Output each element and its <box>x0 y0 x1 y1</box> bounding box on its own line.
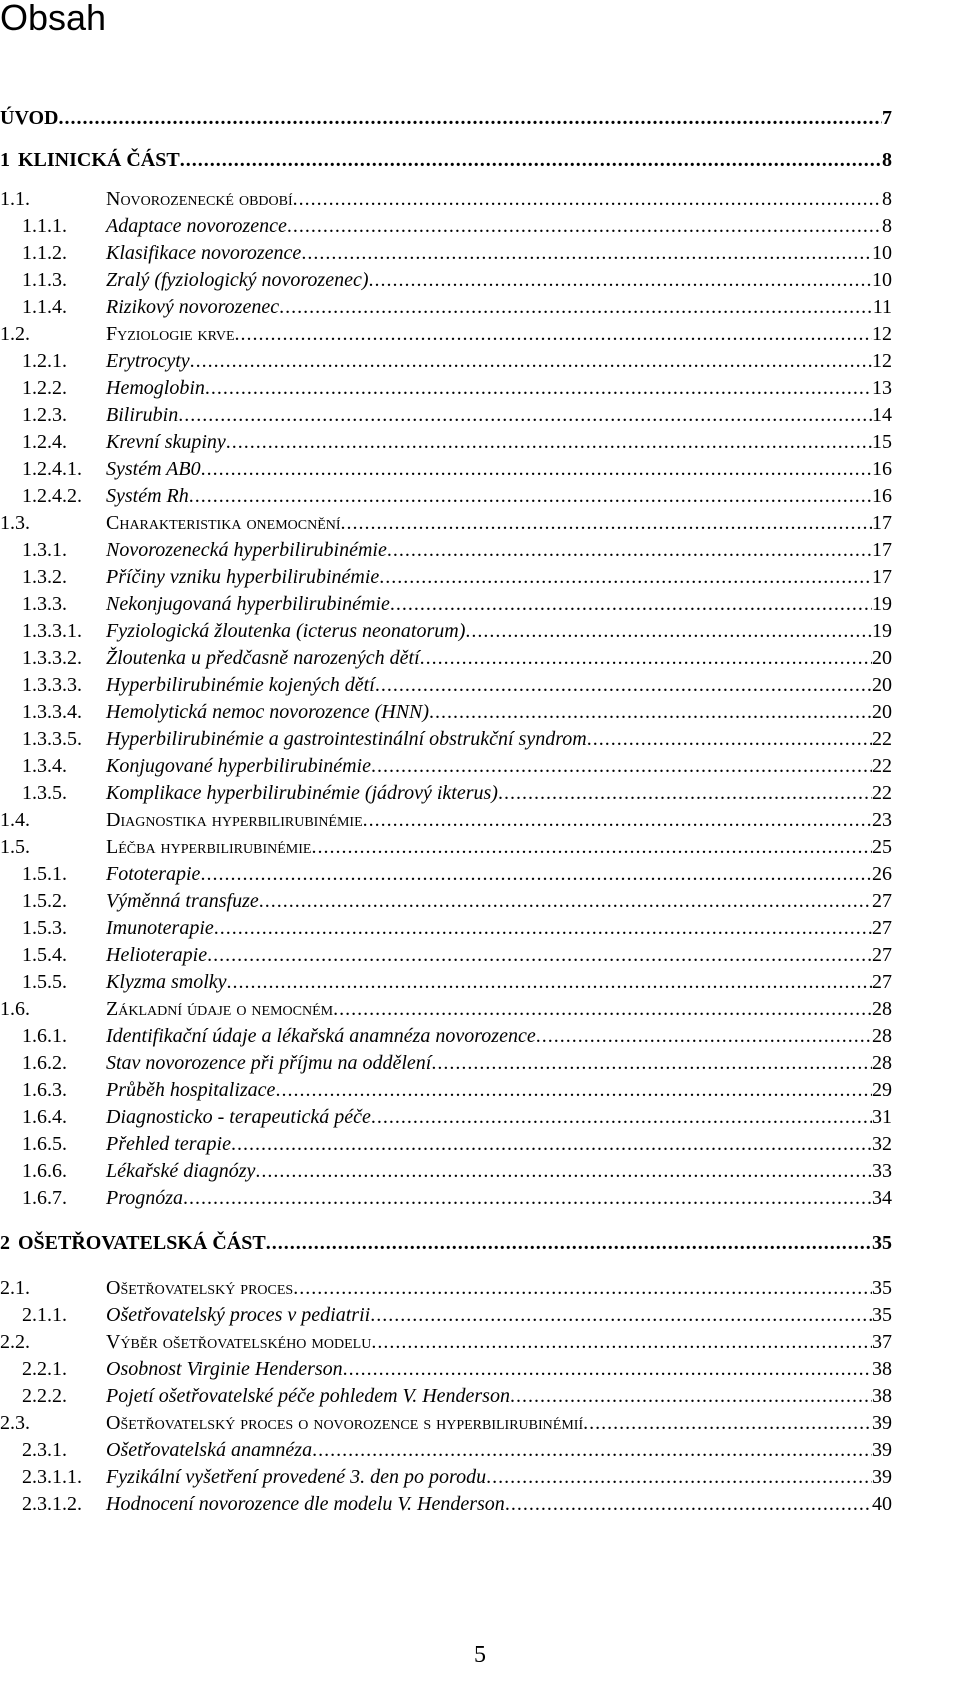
toc-entry-page: 40 <box>872 1493 892 1515</box>
toc-entry-number: 1.2.2. <box>22 377 67 399</box>
toc-entry-number: 2.2.1. <box>22 1358 67 1380</box>
toc-dot-leader <box>536 1023 872 1049</box>
toc-entry-number: 1.3.2. <box>22 566 67 588</box>
toc-entry-page: 11 <box>872 296 892 318</box>
toc-dot-leader <box>363 807 872 833</box>
toc-entry-number: 2.2. <box>0 1331 30 1353</box>
toc-entry-title: Výměnná transfuze <box>106 890 259 912</box>
toc-entry-number: 1.3.3.1. <box>22 620 82 642</box>
toc-entry[interactable] <box>0 807 892 833</box>
toc-entry[interactable] <box>22 456 892 482</box>
page-number: 5 <box>474 1642 486 1668</box>
toc-entry-page: 25 <box>872 836 892 858</box>
toc-entry-number: 1.2.3. <box>22 404 67 426</box>
toc-entry-title: Fototerapie <box>106 863 201 885</box>
toc-entry-title: Ošetřovatelský proces v pediatrii <box>106 1304 371 1326</box>
toc-entry-page: 23 <box>872 809 892 831</box>
toc-dot-leader <box>390 591 872 617</box>
toc-entry-page: 20 <box>872 701 892 723</box>
toc-entry-page: 27 <box>872 890 892 912</box>
toc-dot-leader <box>183 1185 872 1211</box>
toc-dot-leader <box>293 1275 872 1301</box>
toc-entry[interactable] <box>22 942 892 968</box>
toc-entry[interactable] <box>22 1356 892 1382</box>
toc-entry-number: 2 <box>0 1232 10 1254</box>
toc-entry-title: Prognóza <box>106 1187 184 1209</box>
toc-entry[interactable] <box>22 1023 892 1049</box>
toc-entry[interactable] <box>22 1464 892 1490</box>
toc-entry-page: 19 <box>872 620 892 642</box>
toc-dot-leader <box>287 213 882 239</box>
toc-entry[interactable] <box>22 1131 892 1157</box>
toc-dot-leader <box>227 969 872 995</box>
toc-dot-leader <box>275 1077 872 1103</box>
toc-entry-number: 1.2.4.2. <box>22 485 82 507</box>
toc-entry-title: OŠETŘOVATELSKÁ ČÁST <box>18 1232 266 1254</box>
toc-entry[interactable] <box>22 267 892 293</box>
toc-dot-leader <box>486 1464 872 1490</box>
toc-entry-title: Přehled terapie <box>106 1133 231 1155</box>
toc-entry[interactable] <box>22 1104 892 1130</box>
toc-entry-title: Osobnost Virginie Henderson <box>106 1358 343 1380</box>
toc-dot-leader <box>505 1491 872 1517</box>
toc-entry-number: 1.1.4. <box>22 296 67 318</box>
toc-dot-leader <box>587 726 872 752</box>
toc-entry[interactable] <box>22 240 892 266</box>
toc-entry-title: Klyzma smolky <box>106 971 227 993</box>
toc-dot-leader <box>279 294 873 320</box>
toc-dot-leader <box>379 564 872 590</box>
toc-entry-page: 35 <box>872 1232 892 1254</box>
page-title: Obsah <box>0 0 107 38</box>
toc-entry-title: Ošetřovatelská anamnéza <box>106 1439 313 1461</box>
toc-entry-title: Novorozenecká hyperbilirubinémie <box>106 539 387 561</box>
toc-entry-title: Fyzikální vyšetření provedené 3. den po porodu <box>106 1466 487 1488</box>
toc-dot-leader <box>333 996 872 1022</box>
toc-entry-page: 22 <box>872 782 892 804</box>
toc-dot-leader <box>371 1329 872 1355</box>
toc-entry-number: 2.3.1.2. <box>22 1493 82 1515</box>
toc-dot-leader <box>465 618 872 644</box>
toc-entry-page: 8 <box>882 188 892 210</box>
toc-entry-title: Komplikace hyperbilirubinémie (jádrový ikterus) <box>106 782 498 804</box>
toc-entry-title: Diagnostika hyperbilirubinémie <box>106 809 363 831</box>
toc-dot-leader <box>293 186 882 212</box>
toc-entry-title: KLINICKÁ ČÁST <box>18 149 180 171</box>
toc-dot-leader <box>341 510 872 536</box>
toc-entry-page: 12 <box>872 323 892 345</box>
toc-entry-page: 35 <box>872 1277 892 1299</box>
toc-entry-number: 1.6.6. <box>22 1160 67 1182</box>
toc-entry-title: Hemolytická nemoc novorozence (HNN) <box>106 701 430 723</box>
toc-entry[interactable] <box>22 888 892 914</box>
toc-entry-title: Systém AB0 <box>106 458 201 480</box>
toc-entry-page: 27 <box>872 917 892 939</box>
toc-entry-number: 1.6.2. <box>22 1052 67 1074</box>
toc-dot-leader <box>180 147 882 173</box>
toc-entry-title: Ošetřovatelský proces <box>106 1277 294 1299</box>
toc-entry-page: 28 <box>872 998 892 1020</box>
toc-entry-number: 1.2.4.1. <box>22 458 82 480</box>
toc-entry[interactable] <box>0 1275 892 1301</box>
toc-dot-leader <box>259 888 872 914</box>
toc-dot-leader <box>370 1302 872 1328</box>
toc-entry[interactable] <box>0 105 892 131</box>
toc-entry-number: 1.6.3. <box>22 1079 67 1101</box>
toc-entry-page: 16 <box>872 485 892 507</box>
toc-entry[interactable] <box>22 753 892 779</box>
toc-dot-leader <box>59 105 883 131</box>
toc-entry-page: 10 <box>872 269 892 291</box>
toc-entry-page: 17 <box>872 512 892 534</box>
toc-dot-leader <box>369 267 872 293</box>
toc-entry-page: 29 <box>872 1079 892 1101</box>
toc-entry[interactable] <box>22 483 892 509</box>
toc-entry[interactable] <box>22 861 892 887</box>
toc-entry-number: 1.6.4. <box>22 1106 67 1128</box>
toc-entry-page: 7 <box>882 107 892 129</box>
toc-entry[interactable] <box>22 591 892 617</box>
toc-dot-leader <box>235 321 872 347</box>
toc-entry-page: 22 <box>872 755 892 777</box>
toc-entry-page: 17 <box>872 539 892 561</box>
toc-entry[interactable] <box>22 1383 892 1409</box>
toc-entry-title: Charakteristika onemocnění <box>106 512 341 534</box>
toc-entry-number: 1.2. <box>0 323 30 345</box>
toc-entry-page: 22 <box>872 728 892 750</box>
toc-entry[interactable] <box>22 1302 892 1328</box>
toc-dot-leader <box>431 1050 872 1076</box>
toc-entry-title: Výběr ošetřovatelského modelu <box>106 1331 372 1353</box>
toc-entry[interactable] <box>22 348 892 374</box>
toc-entry-page: 28 <box>872 1025 892 1047</box>
toc-dot-leader <box>343 1356 872 1382</box>
toc-entry-number: 1.4. <box>0 809 30 831</box>
toc-entry-page: 34 <box>872 1187 892 1209</box>
toc-entry-title: Hodnocení novorozence dle modelu V. Henderson <box>106 1493 505 1515</box>
toc-entry[interactable] <box>22 1185 892 1211</box>
toc-entry-number: 1.3.3.3. <box>22 674 82 696</box>
toc-entry-number: 2.3.1.1. <box>22 1466 82 1488</box>
toc-entry-title: Hemoglobin <box>106 377 205 399</box>
toc-entry-title: Průběh hospitalizace <box>106 1079 276 1101</box>
toc-entry[interactable] <box>22 1050 892 1076</box>
toc-entry[interactable] <box>22 564 892 590</box>
toc-dot-leader <box>583 1410 872 1436</box>
toc-entry-page: 39 <box>872 1412 892 1434</box>
toc-entry-title: Erytrocyty <box>106 350 190 372</box>
toc-entry-title: Nekonjugovaná hyperbilirubinémie <box>106 593 390 615</box>
toc-entry-title: ÚVOD <box>0 107 59 129</box>
toc-entry-title: Diagnosticko - terapeutická péče <box>106 1106 371 1128</box>
toc-entry-title: Identifikační údaje a lékařská anamnéza novorozence <box>106 1025 536 1047</box>
toc-entry[interactable] <box>0 1410 892 1436</box>
toc-entry-page: 39 <box>872 1466 892 1488</box>
toc-entry-number: 1.6.1. <box>22 1025 67 1047</box>
toc-entry-title: Systém Rh <box>106 485 189 507</box>
toc-entry-number: 1.3.3.5. <box>22 728 82 750</box>
toc-entry[interactable] <box>22 1437 892 1463</box>
toc-dot-leader <box>312 1437 872 1463</box>
toc-entry[interactable] <box>22 1158 892 1184</box>
toc-entry-number: 2.1.1. <box>22 1304 67 1326</box>
toc-entry-page: 27 <box>872 971 892 993</box>
toc-entry[interactable] <box>22 294 892 320</box>
toc-entry-page: 32 <box>872 1133 892 1155</box>
toc-entry[interactable] <box>22 1077 892 1103</box>
toc-entry[interactable] <box>22 402 892 428</box>
toc-dot-leader <box>266 1230 872 1256</box>
toc-entry[interactable] <box>22 213 892 239</box>
toc-entry-number: 1.1.3. <box>22 269 67 291</box>
toc-entry-title: Adaptace novorozence <box>106 215 287 237</box>
toc-dot-leader <box>510 1383 872 1409</box>
toc-entry[interactable] <box>22 645 892 671</box>
toc-entry-page: 28 <box>872 1052 892 1074</box>
toc-entry[interactable] <box>0 834 892 860</box>
toc-entry-page: 20 <box>872 647 892 669</box>
toc-dot-leader <box>371 753 872 779</box>
toc-entry-title: Hyperbilirubinémie kojených dětí <box>106 674 375 696</box>
toc-entry-number: 1.3.3.2. <box>22 647 82 669</box>
toc-dot-leader <box>214 915 872 941</box>
toc-dot-leader <box>311 834 872 860</box>
toc-entry[interactable] <box>22 375 892 401</box>
toc-entry[interactable] <box>22 699 892 725</box>
toc-entry-number: 1.1.2. <box>22 242 67 264</box>
toc-entry-number: 1.3.3.4. <box>22 701 82 723</box>
toc-dot-leader <box>226 429 872 455</box>
toc-entry-title: Helioterapie <box>106 944 208 966</box>
toc-entry-title: Ošetřovatelský proces o novorozence s hyperbilirubinémií <box>106 1412 584 1434</box>
toc-entry-title: Základní údaje o nemocném <box>106 998 334 1020</box>
toc-dot-leader <box>301 240 872 266</box>
toc-entry-page: 13 <box>872 377 892 399</box>
toc-dot-leader <box>387 537 872 563</box>
toc-entry-page: 37 <box>872 1331 892 1353</box>
toc-dot-leader <box>429 699 872 725</box>
toc-entry-page: 15 <box>872 431 892 453</box>
toc-entry-title: Lékařské diagnózy <box>106 1160 256 1182</box>
toc-entry-number: 2.1. <box>0 1277 30 1299</box>
toc-entry-page: 16 <box>872 458 892 480</box>
toc-entry-number: 1.3.4. <box>22 755 67 777</box>
toc-entry-title: Fyziologie krve <box>106 323 235 345</box>
toc-entry-title: Léčba hyperbilirubinémie <box>106 836 312 858</box>
toc-entry[interactable] <box>22 429 892 455</box>
toc-entry-number: 1.5.1. <box>22 863 67 885</box>
toc-entry-page: 27 <box>872 944 892 966</box>
toc-entry-number: 2.3. <box>0 1412 30 1434</box>
toc-entry-number: 1.6.5. <box>22 1133 67 1155</box>
toc-entry-number: 1.5.5. <box>22 971 67 993</box>
toc-entry-page: 8 <box>882 149 892 171</box>
toc-entry-page: 33 <box>872 1160 892 1182</box>
toc-dot-leader <box>189 483 872 509</box>
toc-entry-title: Konjugované hyperbilirubinémie <box>106 755 371 777</box>
toc-entry[interactable] <box>22 672 892 698</box>
toc-entry-title: Příčiny vzniku hyperbilirubinémie <box>106 566 380 588</box>
toc-entry-number: 2.2.2. <box>22 1385 67 1407</box>
toc-entry[interactable] <box>0 147 892 173</box>
toc-entry-page: 26 <box>872 863 892 885</box>
toc-entry-number: 2.3.1. <box>22 1439 67 1461</box>
toc-entry-number: 1.5.4. <box>22 944 67 966</box>
toc-entry-title: Novorozenecké období <box>106 188 293 210</box>
toc-entry[interactable] <box>22 1491 892 1517</box>
toc-entry-page: 17 <box>872 566 892 588</box>
toc-dot-leader <box>200 861 872 887</box>
toc-entry-title: Fyziologická žloutenka (icterus neonatorum) <box>106 620 466 642</box>
toc-entry-page: 14 <box>872 404 892 426</box>
toc-entry[interactable] <box>0 321 892 347</box>
toc-entry[interactable] <box>22 969 892 995</box>
toc-entry-title: Pojetí ošetřovatelské péče pohledem V. Henderson <box>106 1385 510 1407</box>
toc-entry-number: 1.3.1. <box>22 539 67 561</box>
toc-dot-leader <box>190 348 872 374</box>
toc-entry-title: Rizikový novorozenec <box>106 296 280 318</box>
toc-entry-number: 1.1.1. <box>22 215 67 237</box>
toc-entry-page: 39 <box>872 1439 892 1461</box>
toc-entry-page: 35 <box>872 1304 892 1326</box>
toc-entry[interactable] <box>22 915 892 941</box>
toc-dot-leader <box>371 1104 872 1130</box>
toc-dot-leader <box>255 1158 872 1184</box>
toc-entry-title: Imunoterapie <box>106 917 214 939</box>
toc-dot-leader <box>420 645 872 671</box>
toc-entry[interactable] <box>0 1230 892 1256</box>
toc-entry[interactable] <box>22 780 892 806</box>
toc-entry-number: 1 <box>0 149 10 171</box>
toc-entry-title: Žloutenka u předčasně narozených dětí <box>106 647 420 669</box>
toc-entry[interactable] <box>22 726 892 752</box>
toc-entry-page: 38 <box>872 1358 892 1380</box>
toc-entry-number: 1.5. <box>0 836 30 858</box>
toc-entry-page: 31 <box>872 1106 892 1128</box>
toc-entry-page: 12 <box>872 350 892 372</box>
toc-entry-page: 19 <box>872 593 892 615</box>
toc-dot-leader <box>201 456 872 482</box>
toc-entry-number: 1.5.2. <box>22 890 67 912</box>
toc-dot-leader <box>375 672 872 698</box>
toc-entry-title: Zralý (fyziologický novorozenec) <box>106 269 369 291</box>
toc-entry-number: 1.6. <box>0 998 30 1020</box>
toc-entry-title: Hyperbilirubinémie a gastrointestinální obstrukční syndrom <box>106 728 587 750</box>
toc-entry-page: 20 <box>872 674 892 696</box>
toc-entry-number: 1.1. <box>0 188 30 210</box>
toc-entry-number: 1.6.7. <box>22 1187 67 1209</box>
toc-dot-leader <box>231 1131 872 1157</box>
toc-entry-number: 1.3.3. <box>22 593 67 615</box>
toc-entry-number: 1.3.5. <box>22 782 67 804</box>
toc-entry-title: Stav novorozence při příjmu na oddělení <box>106 1052 432 1074</box>
toc-entry-number: 1.3. <box>0 512 30 534</box>
toc-entry-number: 1.2.4. <box>22 431 67 453</box>
toc-dot-leader <box>205 375 872 401</box>
toc-entry[interactable] <box>0 510 892 536</box>
toc-dot-leader <box>498 780 872 806</box>
toc-dot-leader <box>207 942 872 968</box>
toc-entry[interactable] <box>0 1329 892 1355</box>
toc-dot-leader <box>178 402 872 428</box>
toc-entry-number: 1.5.3. <box>22 917 67 939</box>
toc-entry[interactable] <box>0 996 892 1022</box>
toc-entry[interactable] <box>22 618 892 644</box>
toc-entry-title: Klasifikace novorozence <box>106 242 302 264</box>
toc-entry-number: 1.2.1. <box>22 350 67 372</box>
toc-entry[interactable] <box>22 537 892 563</box>
toc-entry[interactable] <box>0 186 892 212</box>
toc-entry-page: 8 <box>882 215 892 237</box>
toc-entry-page: 38 <box>872 1385 892 1407</box>
toc-entry-title: Krevní skupiny <box>106 431 226 453</box>
toc-entry-title: Bilirubin <box>106 404 179 426</box>
toc-entry-page: 10 <box>872 242 892 264</box>
